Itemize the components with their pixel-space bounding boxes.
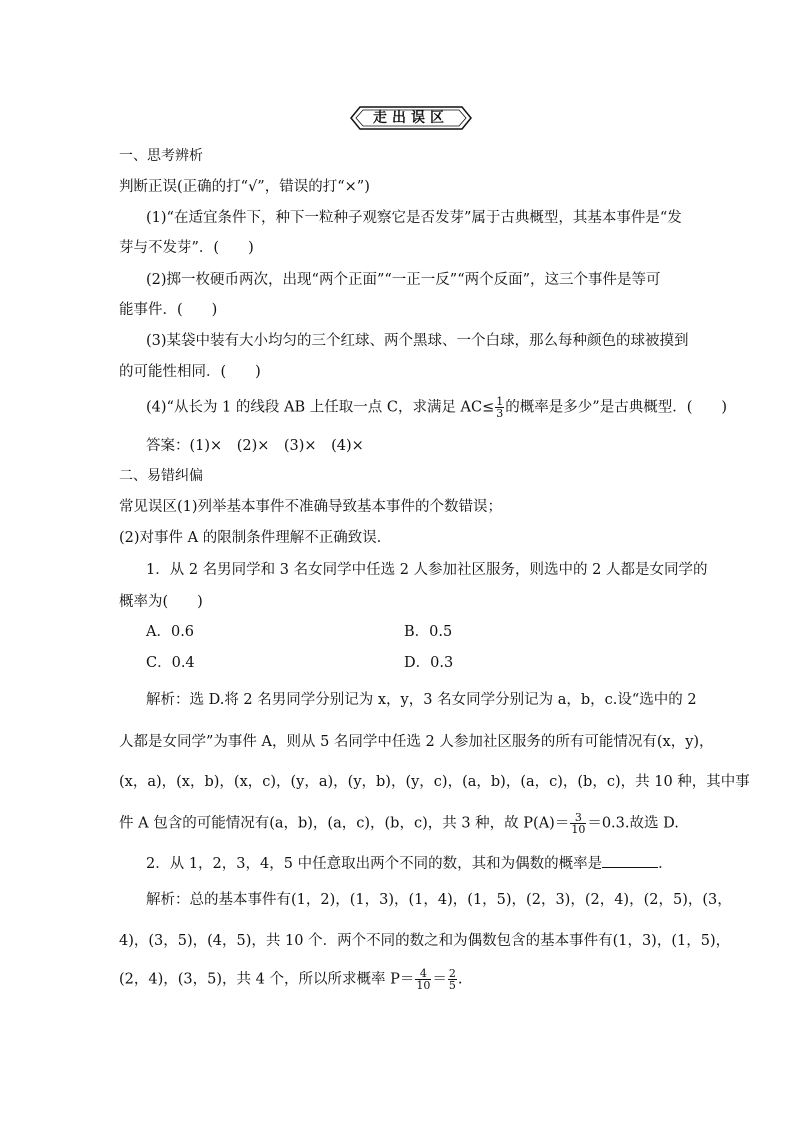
item3-line2: 的可能性相同．( ) — [119, 364, 261, 380]
banner-title: 走出误区 — [373, 110, 449, 126]
q1-sol4-post: ＝0.3.故选 D. — [587, 815, 679, 832]
item3-line1: (3)某袋中装有大小均匀的三个红球、两个黑球、一个白球，那么每种颜色的球被摸到 — [146, 333, 689, 349]
q1-option-b: B．0.5 — [404, 624, 453, 640]
q1-sol4-num: 3 — [570, 812, 586, 824]
q1-option-a: A．0.6 — [146, 624, 195, 640]
item4-fraction — [495, 396, 504, 419]
answer-blank — [602, 853, 658, 868]
q1-solution-line3: (x，a)，(x，b)，(x，c)，(y，a)，(y，b)，(y，c)，(a，b)，(a，c)，(b，c)，共 10 种，其中事 — [119, 774, 750, 790]
item1-line1: (1)“在适宜条件下，种下一粒种子观察它是否发芽”属于古典概型，其基本事件是“发 — [146, 210, 682, 226]
error-line2: (2)对事件 A 的限制条件理解不正确致误． — [119, 530, 392, 546]
q2-sol3-fraction2 — [448, 968, 457, 991]
q1-solution-line2: 人都是女同学”为事件 A，则从 5 名同学中任选 2 人参加社区服务的所有可能情况有(x，y)， — [119, 734, 714, 750]
q2-sol3-post: . — [457, 971, 463, 988]
q2-solution-line1: 解析：总的基本事件有(1，2)，(1，3)，(1，4)，(1，5)，(2，3)，(2，4)，(2，5)，(3， — [146, 892, 732, 908]
q1-option-d: D．0.3 — [404, 655, 454, 671]
item2-line1: (2)掷一枚硬币两次，出现“两个正面”“一正一反”“两个反面”，这三个事件是等可 — [146, 272, 661, 288]
q1-option-c: C．0.4 — [146, 655, 195, 671]
q1-solution-line1: 解析：选 D.将 2 名男同学分别记为 x，y，3 名女同学分别记为 a，b，c.设“选中的 2 — [146, 692, 697, 708]
q2-solution-line3 — [119, 968, 462, 991]
q2-sol3-num2: 2 — [448, 967, 456, 980]
item2-line2: 能事件．( ) — [119, 302, 218, 318]
q1-line1: 1．从 2 名男同学和 3 名女同学中任选 2 人参加社区服务，则选中的 2 人都是女同学的 — [146, 562, 708, 578]
q2-question — [146, 853, 673, 874]
q1-line2: 概率为( ) — [119, 594, 203, 610]
q2-text: 2．从 1，2，3，4，5 中任意取出两个不同的数，其和为偶数的概率是 — [146, 856, 603, 872]
q2-solution-line2: 4)，(3，5)，(4，5)，共 10 个．两个不同的数之和为偶数包含的基本事件有(1，3)，(1，5)， — [119, 933, 731, 949]
section-banner — [350, 106, 472, 130]
item1-line2: 芽与不发芽”．( ) — [119, 240, 254, 256]
q2-sol3-pre: (2，4)，(3，5)，共 4 个，所以所求概率 P＝ — [119, 971, 415, 988]
item4-frac-num: 1 — [496, 395, 504, 408]
q1-sol4-fraction — [570, 812, 586, 835]
q1-sol4-den: 10 — [571, 823, 586, 836]
q2-sol3-eq: ＝ — [432, 971, 447, 988]
section2-heading: 二、易错纠偏 — [119, 468, 203, 484]
item4-line — [146, 396, 727, 419]
item4-text-pre: (4)“从长为 1 的线段 AB 上任取一点 C，求满足 AC≤ — [146, 399, 495, 416]
section1-heading: 一、思考辨析 — [119, 148, 203, 164]
instruction-text: 判断正误(正确的打“√”，错误的打“×”) — [119, 179, 370, 195]
q2-sol3-num1: 4 — [415, 968, 431, 980]
item4-frac-den: 3 — [496, 407, 504, 420]
q2-sol3-den2: 5 — [448, 979, 456, 992]
q1-solution-line4 — [119, 812, 679, 835]
q2-sol3-fraction1 — [415, 968, 431, 991]
q2-sol3-den1: 10 — [416, 979, 431, 992]
error-line1: 常见误区(1)列举基本事件不准确导致基本事件的个数错误； — [119, 499, 503, 515]
answer-text: 答案：(1)× (2)× (3)× (4)× — [146, 438, 364, 454]
q1-sol4-pre: 件 A 包含的可能情况有(a，b)，(a，c)，(b，c)，共 3 种，故 P(A)＝ — [119, 815, 570, 832]
item4-text-post: 的概率是多少”是古典概型．( ) — [505, 399, 728, 416]
q2-text-end: ． — [658, 856, 673, 872]
